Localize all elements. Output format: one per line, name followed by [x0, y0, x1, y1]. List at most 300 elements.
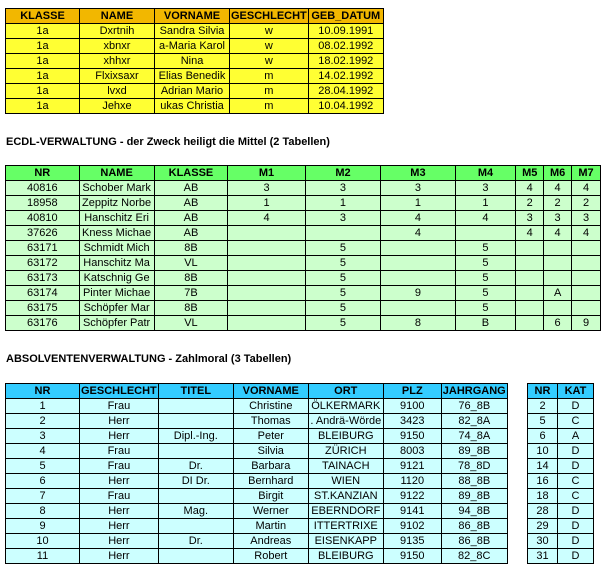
table-row [528, 399, 594, 414]
table-cell: w [230, 24, 309, 39]
table-cell: 89_8B [441, 489, 507, 504]
table-cell: Mag. [158, 504, 233, 519]
table-cell: 5 [305, 241, 380, 256]
table-cell [158, 519, 233, 534]
table-cell: Herr [80, 549, 159, 564]
table-cell: 3 [544, 211, 572, 226]
table-cell: ST.KANZIAN [308, 489, 383, 504]
table-cell [381, 301, 455, 316]
table-cell: Dr. [158, 534, 233, 549]
table-cell: 14.02.1992 [308, 69, 383, 84]
column-header: M5 [516, 166, 544, 181]
table-cell: 4 [6, 444, 80, 459]
table-cell: Herr [80, 414, 159, 429]
table-cell: Hanschitz Ma [79, 256, 154, 271]
table-cell: 1a [6, 24, 80, 39]
table-cell [516, 316, 544, 331]
table-cell: 1 [381, 196, 455, 211]
header-row [528, 384, 594, 399]
table-cell: C [558, 489, 594, 504]
table-cell: Herr [80, 429, 159, 444]
table-cell [381, 241, 455, 256]
table-row [6, 286, 601, 301]
header-row [6, 384, 508, 399]
table-cell: 78_8D [441, 459, 507, 474]
table-cell: EBERNDORF [308, 504, 383, 519]
table-cell: w [230, 39, 309, 54]
table-cell: 9150 [383, 429, 441, 444]
table-row [528, 489, 594, 504]
table-cell: D [558, 399, 594, 414]
column-header: NR [528, 384, 558, 399]
table-cell [516, 241, 544, 256]
table-cell: 9 [381, 286, 455, 301]
table-cell: 9121 [383, 459, 441, 474]
table-row [6, 226, 601, 241]
table-cell: 4 [455, 211, 516, 226]
table-cell [516, 301, 544, 316]
table-cell: Dipl.-Ing. [158, 429, 233, 444]
table-cell: 4 [544, 181, 572, 196]
table-cell: 5 [305, 256, 380, 271]
table-row [6, 459, 508, 474]
table-row [528, 444, 594, 459]
header-row [6, 166, 601, 181]
table-cell: Katschnig Ge [79, 271, 154, 286]
table-cell [572, 241, 601, 256]
table-cell: 37626 [6, 226, 80, 241]
table-cell: 2 [516, 196, 544, 211]
table-cell: ZÜRICH [308, 444, 383, 459]
table-cell: 9 [572, 316, 601, 331]
table-cell: ukas Christia [155, 99, 230, 114]
table-row [6, 489, 508, 504]
table-cell: 4 [572, 181, 601, 196]
table-cell: 82_8A [441, 414, 507, 429]
table-cell: BLEIBURG [308, 549, 383, 564]
table-row [528, 504, 594, 519]
table-cell: Dxrtnih [80, 24, 155, 39]
table-cell: 9141 [383, 504, 441, 519]
table-cell [572, 271, 601, 286]
table-cell: Frau [80, 489, 159, 504]
table-cell: ÖLKERMARK [308, 399, 383, 414]
table-row [6, 211, 601, 226]
table-cell: Schmidt Mich [79, 241, 154, 256]
table-cell [158, 444, 233, 459]
table-cell: D [558, 459, 594, 474]
table-cell: 29 [528, 519, 558, 534]
table-cell: Robert [233, 549, 308, 564]
table-cell: D [558, 549, 594, 564]
table-cell: Elias Benedik [155, 69, 230, 84]
column-header: KAT [558, 384, 594, 399]
table-cell: 5 [528, 414, 558, 429]
table-cell: 5 [305, 271, 380, 286]
table-cell: TAINACH [308, 459, 383, 474]
column-header: M7 [572, 166, 601, 181]
table-cell: 6 [6, 474, 80, 489]
table-cell: . Andrä-Wörde [308, 414, 383, 429]
table-cell: 63176 [6, 316, 80, 331]
table-cell: Bernhard [233, 474, 308, 489]
table-cell: 82_8C [441, 549, 507, 564]
table-cell: 3 [381, 181, 455, 196]
table-cell: Pinter Michae [79, 286, 154, 301]
table-cell: Dr. [158, 459, 233, 474]
table-cell: 5 [455, 256, 516, 271]
table-cell [572, 286, 601, 301]
table-row [6, 519, 508, 534]
table-cell: 3 [305, 211, 380, 226]
table-cell: Thomas [233, 414, 308, 429]
table-cell: AB [154, 226, 228, 241]
table-row [6, 241, 601, 256]
kategorie-table [527, 383, 594, 564]
table-cell: 1 [6, 399, 80, 414]
table-cell: 10.04.1992 [308, 99, 383, 114]
table-cell: 14 [528, 459, 558, 474]
table-cell: 10 [6, 534, 80, 549]
table-row [6, 84, 384, 99]
column-header: GEB_DATUM [308, 9, 383, 24]
table-cell [305, 226, 380, 241]
table-cell: 86_8B [441, 519, 507, 534]
table-cell: 28 [528, 504, 558, 519]
table-cell: 88_8B [441, 474, 507, 489]
table-cell: C [558, 474, 594, 489]
table-cell: 30 [528, 534, 558, 549]
table-row [6, 549, 508, 564]
table-cell: 08.02.1992 [308, 39, 383, 54]
table-row [528, 414, 594, 429]
table-cell: Nina [155, 54, 230, 69]
table-cell: 63171 [6, 241, 80, 256]
table-cell: D [558, 534, 594, 549]
table-cell: BLEIBURG [308, 429, 383, 444]
column-header: GESCHLECHT [231, 10, 307, 22]
ecdl-table [5, 165, 601, 331]
table-cell: 10 [528, 444, 558, 459]
table-cell: m [230, 99, 309, 114]
table-cell: D [558, 444, 594, 459]
table-cell: 86_8B [441, 534, 507, 549]
header-row [6, 9, 384, 24]
table-cell [572, 256, 601, 271]
table-cell: VL [154, 316, 228, 331]
table-cell: Adrian Mario [155, 84, 230, 99]
table-cell [228, 286, 305, 301]
table-cell: 9 [6, 519, 80, 534]
table-cell: Schöpfer Mar [79, 301, 154, 316]
table-cell: ITTERTRIXE [308, 519, 383, 534]
table-cell: 8B [154, 301, 228, 316]
table-cell: 5 [305, 301, 380, 316]
table-cell: 63173 [6, 271, 80, 286]
table-cell: AB [154, 181, 228, 196]
column-header: M1 [228, 166, 305, 181]
table-cell: m [230, 69, 309, 84]
table-cell: 3 [516, 211, 544, 226]
table-row [528, 474, 594, 489]
table-cell: Kness Michae [79, 226, 154, 241]
table-cell: 76_8B [441, 399, 507, 414]
table-row [6, 181, 601, 196]
table-cell: Werner [233, 504, 308, 519]
table-cell: 89_8B [441, 444, 507, 459]
table-cell [455, 226, 516, 241]
table-cell [158, 414, 233, 429]
table-cell: EISENKAPP [308, 534, 383, 549]
students-table [5, 8, 384, 114]
table-cell: Martin [233, 519, 308, 534]
column-header: NAME [79, 166, 154, 181]
table-cell: 9100 [383, 399, 441, 414]
column-header: NR [6, 166, 80, 181]
table-cell: D [558, 504, 594, 519]
table-row [6, 474, 508, 489]
table-cell: 1a [6, 69, 80, 84]
table-row [528, 459, 594, 474]
table-row [6, 534, 508, 549]
table-cell: WIEN [308, 474, 383, 489]
table-cell: 63174 [6, 286, 80, 301]
table-row [6, 316, 601, 331]
ecdl-heading: ECDL-VERWALTUNG - der Zweck heiligt die Mittel (2 Tabellen) [6, 136, 330, 148]
table-cell [381, 271, 455, 286]
table-cell: 8B [154, 271, 228, 286]
table-cell [158, 549, 233, 564]
table-cell: Flxixsaxr [80, 69, 155, 84]
table-row [6, 414, 508, 429]
column-header: VORNAME [233, 384, 308, 399]
table-cell: A [558, 429, 594, 444]
table-row [6, 256, 601, 271]
table-row [6, 54, 384, 69]
column-header: PLZ [383, 384, 441, 399]
table-cell: Andreas [233, 534, 308, 549]
table-cell: 3 [455, 181, 516, 196]
table-cell: Hanschitz Eri [79, 211, 154, 226]
table-cell: 1 [455, 196, 516, 211]
table-cell: 40816 [6, 181, 80, 196]
table-cell: 8B [154, 241, 228, 256]
table-cell: 5 [305, 316, 380, 331]
table-cell [544, 241, 572, 256]
table-row [6, 24, 384, 39]
table-cell: Herr [80, 534, 159, 549]
table-cell: 40810 [6, 211, 80, 226]
table-cell [228, 226, 305, 241]
table-cell: 9122 [383, 489, 441, 504]
table-row [528, 534, 594, 549]
table-cell: 5 [455, 271, 516, 286]
table-cell: 7 [6, 489, 80, 504]
table-cell: 9102 [383, 519, 441, 534]
table-cell: B [455, 316, 516, 331]
table-cell: Sandra Silvia [155, 24, 230, 39]
column-header: M3 [381, 166, 455, 181]
table-cell: 94_8B [441, 504, 507, 519]
table-cell: 4 [544, 226, 572, 241]
table-cell: 2 [6, 414, 80, 429]
table-cell: 18958 [6, 196, 80, 211]
table-row [528, 519, 594, 534]
table-cell [158, 489, 233, 504]
column-header: TITEL [158, 384, 233, 399]
table-cell: 63175 [6, 301, 80, 316]
table-cell: 3423 [383, 414, 441, 429]
column-header: KLASSE [154, 166, 228, 181]
table-cell: 8 [381, 316, 455, 331]
table-cell: 3 [572, 211, 601, 226]
table-cell: Jehxe [80, 99, 155, 114]
table-cell: C [558, 414, 594, 429]
table-cell: Peter [233, 429, 308, 444]
table-row [528, 429, 594, 444]
table-cell: a-Maria Karol [155, 39, 230, 54]
table-cell: 1a [6, 84, 80, 99]
table-row [6, 39, 384, 54]
table-cell: 3 [6, 429, 80, 444]
table-cell: 5 [455, 241, 516, 256]
column-header: M2 [305, 166, 380, 181]
table-cell: Herr [80, 519, 159, 534]
table-cell: 6 [528, 429, 558, 444]
table-cell: Zeppitz Norbe [79, 196, 154, 211]
table-cell: 5 [305, 286, 380, 301]
table-cell [228, 271, 305, 286]
table-cell: Silvia [233, 444, 308, 459]
table-cell: AB [154, 196, 228, 211]
table-row [6, 504, 508, 519]
table-cell [572, 301, 601, 316]
table-cell: 3 [305, 181, 380, 196]
table-cell [381, 256, 455, 271]
table-cell: 1 [228, 196, 305, 211]
table-row [6, 399, 508, 414]
table-row [6, 69, 384, 84]
table-cell: A [544, 286, 572, 301]
table-cell: w [230, 54, 309, 69]
table-cell: 3 [228, 181, 305, 196]
table-cell: 9150 [383, 549, 441, 564]
table-cell: DI Dr. [158, 474, 233, 489]
table-cell [544, 256, 572, 271]
table-cell: 8 [6, 504, 80, 519]
table-cell: 16 [528, 474, 558, 489]
table-cell [516, 286, 544, 301]
table-cell: 18.02.1992 [308, 54, 383, 69]
table-cell: 4 [516, 181, 544, 196]
table-cell: 4 [381, 226, 455, 241]
table-cell: 18 [528, 489, 558, 504]
table-cell: 1a [6, 39, 80, 54]
table-cell: m [230, 84, 309, 99]
table-cell: 5 [455, 301, 516, 316]
column-header: GESCHLECHT [81, 385, 157, 397]
table-cell: Frau [80, 459, 159, 474]
table-cell: Birgit [233, 489, 308, 504]
table-cell: 4 [572, 226, 601, 241]
table-cell [228, 301, 305, 316]
table-row [6, 301, 601, 316]
table-cell: Schöpfer Patr [79, 316, 154, 331]
table-cell [158, 399, 233, 414]
table-cell [228, 316, 305, 331]
table-cell: 5 [6, 459, 80, 474]
column-header: KLASSE [6, 9, 80, 24]
table-cell: Herr [80, 474, 159, 489]
table-cell [544, 301, 572, 316]
table-cell: 74_8A [441, 429, 507, 444]
table-cell: 6 [544, 316, 572, 331]
table-cell: Frau [80, 399, 159, 414]
table-cell: Schober Mark [79, 181, 154, 196]
table-cell: Herr [80, 504, 159, 519]
table-cell: 10.09.1991 [308, 24, 383, 39]
table-row [6, 271, 601, 286]
table-cell: Christine [233, 399, 308, 414]
table-cell: 1 [305, 196, 380, 211]
table-cell: 1a [6, 54, 80, 69]
table-cell [516, 271, 544, 286]
table-cell [544, 271, 572, 286]
column-header: NR [6, 384, 80, 399]
table-cell: 11 [6, 549, 80, 564]
absolventen-table [5, 383, 508, 564]
table-cell: 8003 [383, 444, 441, 459]
table-cell: 28.04.1992 [308, 84, 383, 99]
table-row [6, 444, 508, 459]
table-cell: Frau [80, 444, 159, 459]
table-row [6, 429, 508, 444]
table-cell: xbnxr [80, 39, 155, 54]
table-row [6, 196, 601, 211]
table-cell: D [558, 519, 594, 534]
column-header: JAHRGANG [442, 385, 506, 397]
table-cell: 5 [455, 286, 516, 301]
table-row [528, 549, 594, 564]
table-cell: 4 [228, 211, 305, 226]
table-cell: 2 [528, 399, 558, 414]
table-row [6, 99, 384, 114]
table-cell: 2 [572, 196, 601, 211]
table-cell: xhhxr [80, 54, 155, 69]
table-cell: 2 [544, 196, 572, 211]
table-cell: lvxd [80, 84, 155, 99]
table-cell [228, 256, 305, 271]
column-header: VORNAME [155, 9, 230, 24]
table-cell: 1120 [383, 474, 441, 489]
table-cell: 7B [154, 286, 228, 301]
column-header: ORT [308, 384, 383, 399]
table-cell [516, 256, 544, 271]
table-cell [228, 241, 305, 256]
column-header: NAME [80, 9, 155, 24]
table-cell: AB [154, 211, 228, 226]
table-cell: 4 [381, 211, 455, 226]
table-cell: 1a [6, 99, 80, 114]
table-cell: 9135 [383, 534, 441, 549]
table-cell: Barbara [233, 459, 308, 474]
table-cell: 31 [528, 549, 558, 564]
table-cell: 63172 [6, 256, 80, 271]
absolventen-heading: ABSOLVENTENVERWALTUNG - Zahlmoral (3 Tabellen) [6, 353, 292, 365]
column-header: M4 [455, 166, 516, 181]
column-header: M6 [544, 166, 572, 181]
table-cell: VL [154, 256, 228, 271]
